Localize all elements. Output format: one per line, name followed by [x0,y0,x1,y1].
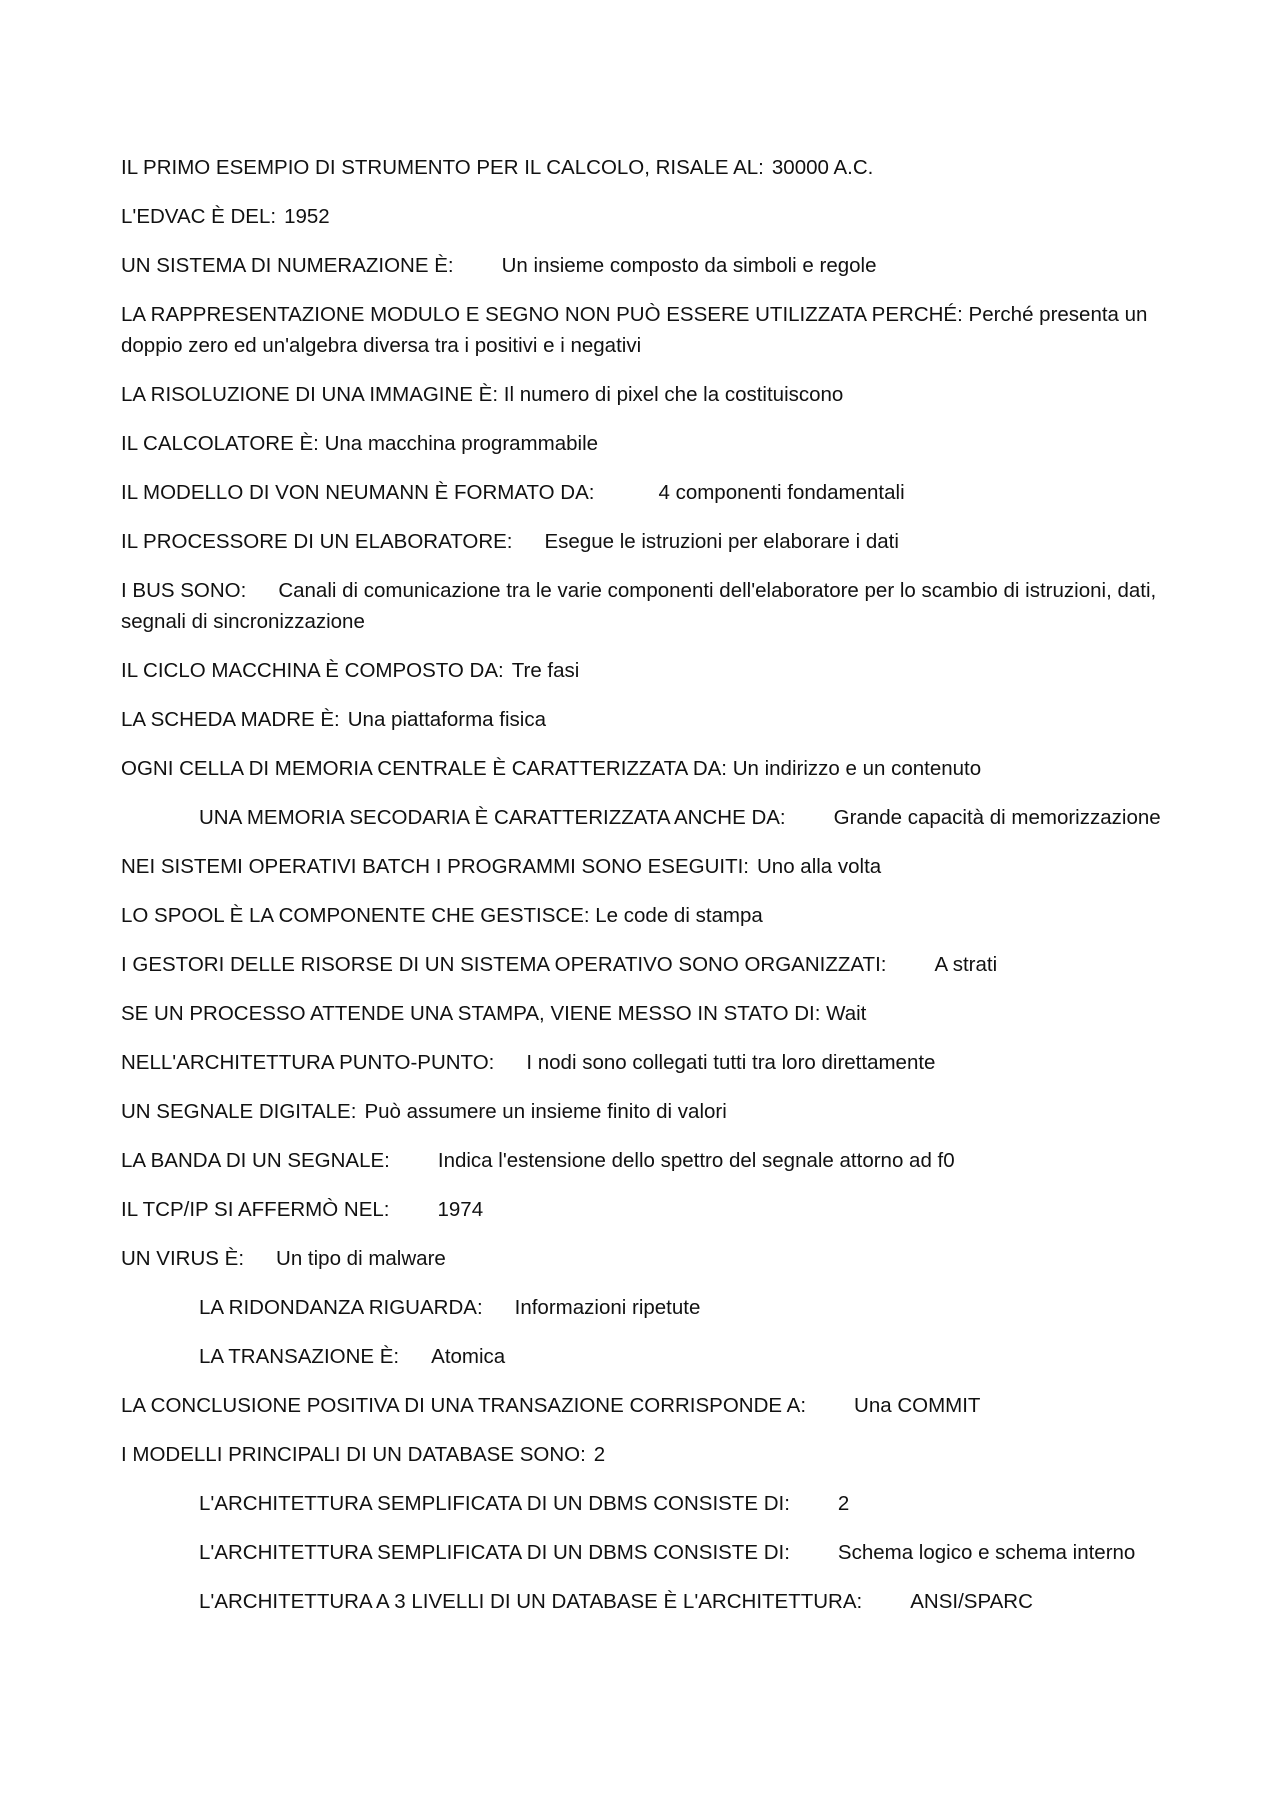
answer-text: Una macchina programmabile [324,432,599,455]
question-text: LO SPOOL È LA COMPONENTE CHE GESTISCE: [121,904,590,927]
answer-text: 2 [593,1443,606,1466]
qa-line [121,1390,1161,1421]
qa-line [121,250,1161,281]
qa-line [121,1292,1161,1323]
question-text: LA RAPPRESENTAZIONE MODULO E SEGNO NON PUÒ ESSERE UTILIZZATA PERCHÉ: [121,303,963,326]
question-text: LA CONCLUSIONE POSITIVA DI UNA TRANSAZIONE CORRISPONDE A: [121,1394,807,1417]
qa-line [121,1145,1161,1176]
answer-text: Uno alla volta [756,855,882,878]
qa-line [121,379,1161,410]
question-text: LA RIDONDANZA RIGUARDA: [199,1296,483,1319]
qa-line [121,526,1161,557]
qa-line [121,851,1161,882]
qa-line [121,1488,1161,1519]
qa-line [121,428,1161,459]
answer-text: Perché presenta un doppio zero ed un'algebra diversa tra i positivi e i negativi [121,303,1148,357]
qa-line [121,1096,1161,1127]
question-text: I BUS SONO: [121,579,247,602]
qa-line [121,201,1161,232]
qa-line [121,998,1161,1029]
question-text: IL CICLO MACCHINA È COMPOSTO DA: [121,659,504,682]
qa-line [121,1586,1161,1617]
answer-text: Un indirizzo e un contenuto [732,757,982,780]
qa-line [121,1243,1161,1274]
qa-line [121,802,1161,833]
answer-text: Una COMMIT [854,1394,981,1417]
question-text: UNA MEMORIA SECODARIA È CARATTERIZZATA ANCHE DA: [199,806,786,829]
question-text: IL TCP/IP SI AFFERMÒ NEL: [121,1198,390,1221]
qa-line [121,704,1161,735]
question-text: L'ARCHITETTURA SEMPLIFICATA DI UN DBMS CONSISTE DI: [199,1541,790,1564]
answer-text: Tre fasi [511,659,580,682]
qa-line [121,1047,1161,1078]
question-text: IL PROCESSORE DI UN ELABORATORE: [121,530,513,553]
qa-line [121,753,1161,784]
qa-line [121,152,1161,183]
qa-line [121,949,1161,980]
question-text: IL CALCOLATORE È: [121,432,319,455]
question-text: UN SEGNALE DIGITALE: [121,1100,357,1123]
question-text: NEI SISTEMI OPERATIVI BATCH I PROGRAMMI SONO ESEGUITI: [121,855,749,878]
answer-text: Canali di comunicazione tra le varie componenti dell'elaboratore per lo scambio di istruzioni, dati, segnali di sincronizzazione [121,579,1157,633]
question-text: IL PRIMO ESEMPIO DI STRUMENTO PER IL CALCOLO, RISALE AL: [121,156,764,179]
document-body [121,152,1161,1635]
answer-text: Atomica [431,1345,506,1368]
question-text: LA BANDA DI UN SEGNALE: [121,1149,390,1172]
answer-text: Un insieme composto da simboli e regole [501,254,877,277]
qa-line [121,575,1161,637]
answer-text: 30000 A.C. [771,156,874,179]
answer-text: Grande capacità di memorizzazione [833,806,1161,829]
question-text: L'ARCHITETTURA A 3 LIVELLI DI UN DATABASE È L'ARCHITETTURA: [199,1590,863,1613]
answer-text: Un tipo di malware [276,1247,446,1270]
qa-line [121,299,1161,361]
question-text: UN SISTEMA DI NUMERAZIONE È: [121,254,454,277]
qa-line [121,477,1161,508]
question-text: LA RISOLUZIONE DI UNA IMMAGINE È: [121,383,499,406]
question-text: LA SCHEDA MADRE È: [121,708,340,731]
question-text: I GESTORI DELLE RISORSE DI UN SISTEMA OPERATIVO SONO ORGANIZZATI: [121,953,887,976]
qa-line [121,900,1161,931]
question-text: LA TRANSAZIONE È: [199,1345,400,1368]
answer-text: Indica l'estensione dello spettro del segnale attorno ad f0 [437,1149,955,1172]
answer-text: Esegue le istruzioni per elaborare i dati [544,530,899,553]
question-text: L'ARCHITETTURA SEMPLIFICATA DI UN DBMS CONSISTE DI: [199,1492,790,1515]
answer-text: Può assumere un insieme finito di valori [364,1100,727,1123]
answer-text: 1952 [284,205,330,228]
answer-text: 4 componenti fondamentali [658,481,905,504]
answer-text: A strati [934,953,998,976]
answer-text: Le code di stampa [595,904,763,927]
qa-line [121,1194,1161,1225]
qa-line [121,1537,1161,1568]
answer-text: Una piattaforma fisica [347,708,546,731]
answer-text: Schema logico e schema interno [837,1541,1136,1564]
answer-text: ANSI/SPARC [910,1590,1033,1613]
qa-line [121,655,1161,686]
answer-text: 2 [837,1492,850,1515]
question-text: UN VIRUS È: [121,1247,245,1270]
answer-text: 1974 [437,1198,484,1221]
answer-text: Informazioni ripetute [514,1296,701,1319]
answer-text: Il numero di pixel che la costituiscono [503,383,844,406]
question-text: I MODELLI PRINCIPALI DI UN DATABASE SONO: [121,1443,586,1466]
qa-line [121,1439,1161,1470]
question-text: L'EDVAC È DEL: [121,205,277,228]
answer-text: Wait [826,1002,867,1025]
question-text: OGNI CELLA DI MEMORIA CENTRALE È CARATTERIZZATA DA: [121,757,727,780]
answer-text: I nodi sono collegati tutti tra loro direttamente [526,1051,936,1074]
question-text: NELL'ARCHITETTURA PUNTO-PUNTO: [121,1051,495,1074]
question-text: SE UN PROCESSO ATTENDE UNA STAMPA, VIENE MESSO IN STATO DI: [121,1002,821,1025]
qa-line [121,1341,1161,1372]
question-text: IL MODELLO DI VON NEUMANN È FORMATO DA: [121,481,595,504]
